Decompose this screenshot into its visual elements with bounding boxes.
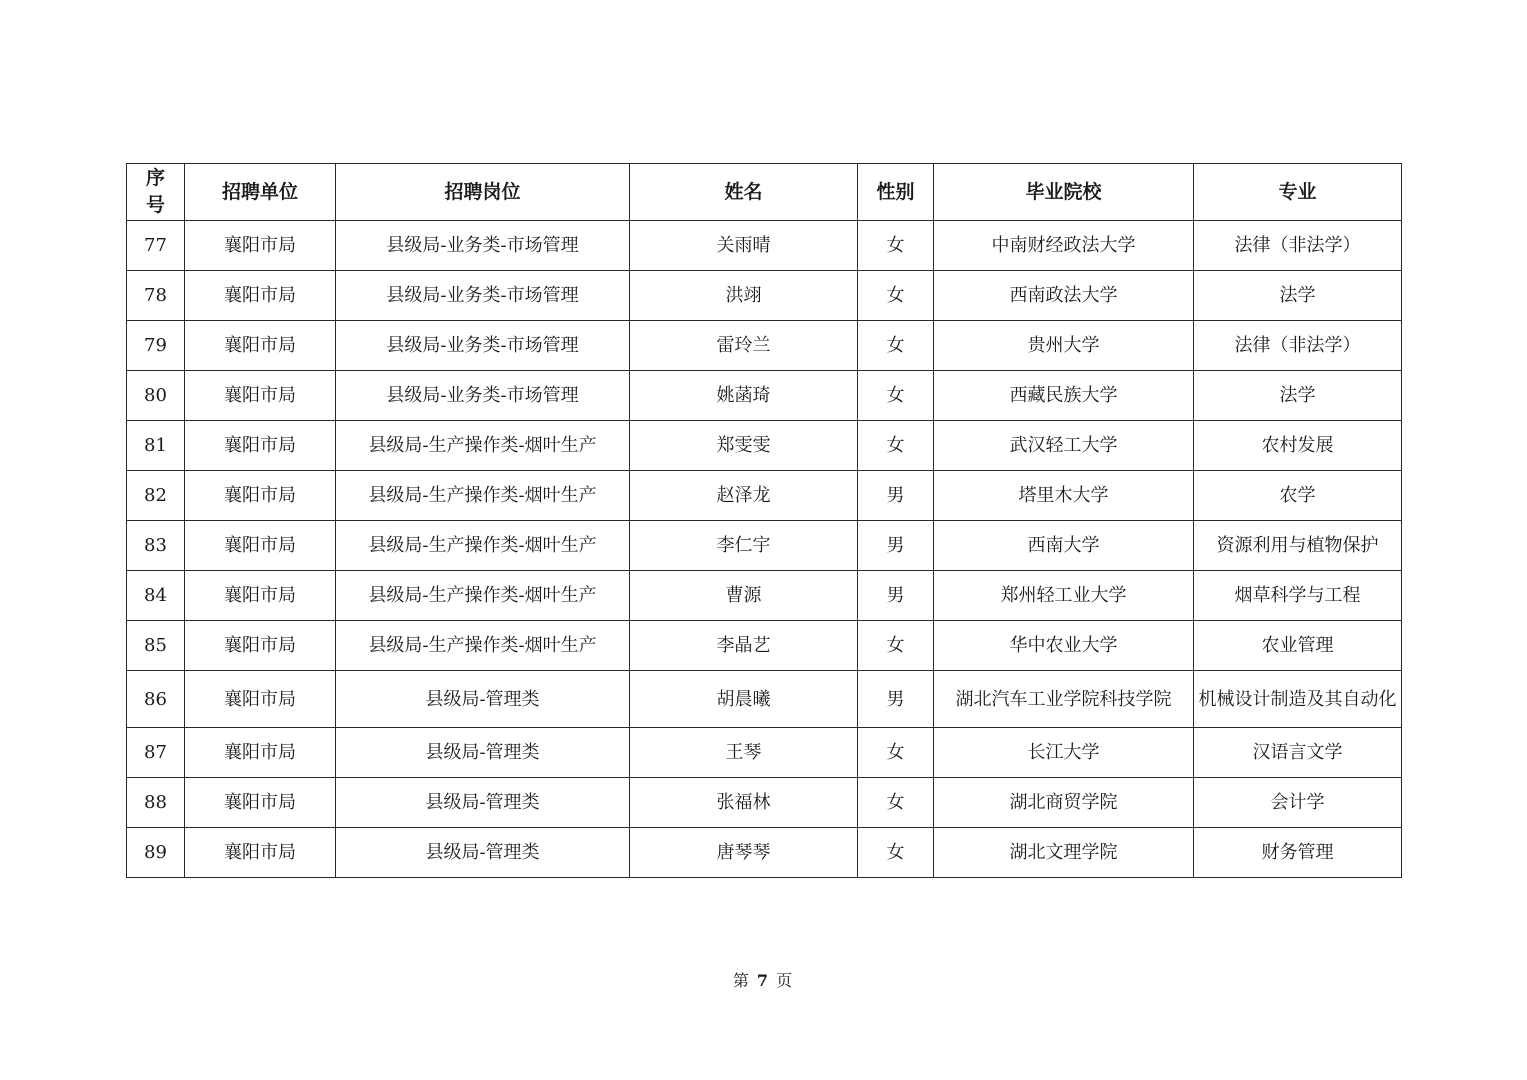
cell-major: 法学 bbox=[1194, 371, 1402, 421]
footer-prefix: 第 bbox=[732, 971, 751, 990]
cell-major: 机械设计制造及其自动化 bbox=[1194, 671, 1402, 728]
cell-school: 西藏民族大学 bbox=[934, 371, 1194, 421]
cell-name: 胡晨曦 bbox=[630, 671, 858, 728]
cell-seq: 80 bbox=[127, 371, 185, 421]
header-position: 招聘岗位 bbox=[336, 164, 630, 221]
cell-seq: 78 bbox=[127, 271, 185, 321]
cell-name: 雷玲兰 bbox=[630, 321, 858, 371]
cell-unit: 襄阳市局 bbox=[185, 728, 336, 778]
cell-unit: 襄阳市局 bbox=[185, 778, 336, 828]
header-name: 姓名 bbox=[630, 164, 858, 221]
cell-major: 会计学 bbox=[1194, 778, 1402, 828]
cell-name: 赵泽龙 bbox=[630, 471, 858, 521]
cell-seq: 86 bbox=[127, 671, 185, 728]
cell-gender: 女 bbox=[858, 271, 934, 321]
results-table bbox=[126, 163, 1402, 878]
cell-gender: 女 bbox=[858, 221, 934, 271]
header-seq-line1: 序 bbox=[145, 167, 165, 189]
cell-position: 县级局-生产操作类-烟叶生产 bbox=[336, 521, 630, 571]
header-seq bbox=[127, 164, 185, 221]
cell-name: 郑雯雯 bbox=[630, 421, 858, 471]
cell-name: 关雨晴 bbox=[630, 221, 858, 271]
cell-major: 农村发展 bbox=[1194, 421, 1402, 471]
cell-name: 王琴 bbox=[630, 728, 858, 778]
table-row bbox=[127, 421, 1402, 471]
header-seq-line2: 号 bbox=[145, 194, 165, 216]
cell-unit: 襄阳市局 bbox=[185, 671, 336, 728]
cell-name: 唐琴琴 bbox=[630, 828, 858, 878]
table-row bbox=[127, 828, 1402, 878]
cell-school: 西南大学 bbox=[934, 521, 1194, 571]
cell-seq: 77 bbox=[127, 221, 185, 271]
table-row bbox=[127, 571, 1402, 621]
page-number: 7 bbox=[756, 971, 771, 990]
header-major: 专业 bbox=[1194, 164, 1402, 221]
cell-name: 曹源 bbox=[630, 571, 858, 621]
cell-gender: 男 bbox=[858, 471, 934, 521]
cell-major: 农业管理 bbox=[1194, 621, 1402, 671]
cell-major: 财务管理 bbox=[1194, 828, 1402, 878]
cell-major: 汉语言文学 bbox=[1194, 728, 1402, 778]
cell-school: 湖北汽车工业学院科技学院 bbox=[934, 671, 1194, 728]
cell-gender: 女 bbox=[858, 621, 934, 671]
page-footer bbox=[0, 968, 1527, 991]
cell-name: 李仁宇 bbox=[630, 521, 858, 571]
cell-position: 县级局-生产操作类-烟叶生产 bbox=[336, 621, 630, 671]
cell-position: 县级局-业务类-市场管理 bbox=[336, 221, 630, 271]
table-row bbox=[127, 778, 1402, 828]
cell-unit: 襄阳市局 bbox=[185, 521, 336, 571]
table-header-row bbox=[127, 164, 1402, 221]
cell-unit: 襄阳市局 bbox=[185, 421, 336, 471]
cell-seq: 84 bbox=[127, 571, 185, 621]
cell-position: 县级局-管理类 bbox=[336, 728, 630, 778]
cell-school: 湖北文理学院 bbox=[934, 828, 1194, 878]
cell-seq: 89 bbox=[127, 828, 185, 878]
cell-school: 华中农业大学 bbox=[934, 621, 1194, 671]
cell-position: 县级局-生产操作类-烟叶生产 bbox=[336, 471, 630, 521]
cell-major: 法律（非法学） bbox=[1194, 221, 1402, 271]
cell-unit: 襄阳市局 bbox=[185, 471, 336, 521]
cell-unit: 襄阳市局 bbox=[185, 321, 336, 371]
cell-school: 贵州大学 bbox=[934, 321, 1194, 371]
header-gender: 性别 bbox=[858, 164, 934, 221]
cell-gender: 女 bbox=[858, 728, 934, 778]
cell-gender: 男 bbox=[858, 571, 934, 621]
table-row bbox=[127, 671, 1402, 728]
cell-gender: 女 bbox=[858, 778, 934, 828]
cell-school: 西南政法大学 bbox=[934, 271, 1194, 321]
cell-seq: 88 bbox=[127, 778, 185, 828]
cell-major: 烟草科学与工程 bbox=[1194, 571, 1402, 621]
table-row bbox=[127, 221, 1402, 271]
cell-name: 洪翊 bbox=[630, 271, 858, 321]
cell-school: 湖北商贸学院 bbox=[934, 778, 1194, 828]
cell-gender: 男 bbox=[858, 521, 934, 571]
table-row bbox=[127, 371, 1402, 421]
header-unit: 招聘单位 bbox=[185, 164, 336, 221]
cell-position: 县级局-生产操作类-烟叶生产 bbox=[336, 421, 630, 471]
cell-position: 县级局-生产操作类-烟叶生产 bbox=[336, 571, 630, 621]
cell-seq: 82 bbox=[127, 471, 185, 521]
cell-seq: 87 bbox=[127, 728, 185, 778]
cell-seq: 85 bbox=[127, 621, 185, 671]
cell-school: 中南财经政法大学 bbox=[934, 221, 1194, 271]
cell-school: 塔里木大学 bbox=[934, 471, 1194, 521]
cell-name: 张福林 bbox=[630, 778, 858, 828]
cell-unit: 襄阳市局 bbox=[185, 828, 336, 878]
cell-gender: 女 bbox=[858, 371, 934, 421]
cell-major: 农学 bbox=[1194, 471, 1402, 521]
table-row bbox=[127, 621, 1402, 671]
table-row bbox=[127, 728, 1402, 778]
cell-gender: 女 bbox=[858, 321, 934, 371]
cell-seq: 83 bbox=[127, 521, 185, 571]
cell-position: 县级局-管理类 bbox=[336, 778, 630, 828]
cell-unit: 襄阳市局 bbox=[185, 621, 336, 671]
table-row bbox=[127, 471, 1402, 521]
footer-suffix: 页 bbox=[776, 971, 795, 990]
table-row bbox=[127, 321, 1402, 371]
table-row bbox=[127, 521, 1402, 571]
cell-position: 县级局-管理类 bbox=[336, 671, 630, 728]
table-body bbox=[127, 221, 1402, 878]
cell-unit: 襄阳市局 bbox=[185, 271, 336, 321]
cell-position: 县级局-管理类 bbox=[336, 828, 630, 878]
header-school: 毕业院校 bbox=[934, 164, 1194, 221]
table-row bbox=[127, 271, 1402, 321]
cell-school: 郑州轻工业大学 bbox=[934, 571, 1194, 621]
cell-position: 县级局-业务类-市场管理 bbox=[336, 271, 630, 321]
cell-position: 县级局-业务类-市场管理 bbox=[336, 371, 630, 421]
cell-position: 县级局-业务类-市场管理 bbox=[336, 321, 630, 371]
cell-school: 长江大学 bbox=[934, 728, 1194, 778]
cell-gender: 男 bbox=[858, 671, 934, 728]
cell-name: 姚菡琦 bbox=[630, 371, 858, 421]
cell-name: 李晶艺 bbox=[630, 621, 858, 671]
cell-school: 武汉轻工大学 bbox=[934, 421, 1194, 471]
cell-seq: 81 bbox=[127, 421, 185, 471]
cell-major: 法律（非法学） bbox=[1194, 321, 1402, 371]
cell-unit: 襄阳市局 bbox=[185, 571, 336, 621]
cell-seq: 79 bbox=[127, 321, 185, 371]
cell-major: 法学 bbox=[1194, 271, 1402, 321]
cell-unit: 襄阳市局 bbox=[185, 371, 336, 421]
cell-major: 资源利用与植物保护 bbox=[1194, 521, 1402, 571]
cell-gender: 女 bbox=[858, 421, 934, 471]
cell-unit: 襄阳市局 bbox=[185, 221, 336, 271]
cell-gender: 女 bbox=[858, 828, 934, 878]
